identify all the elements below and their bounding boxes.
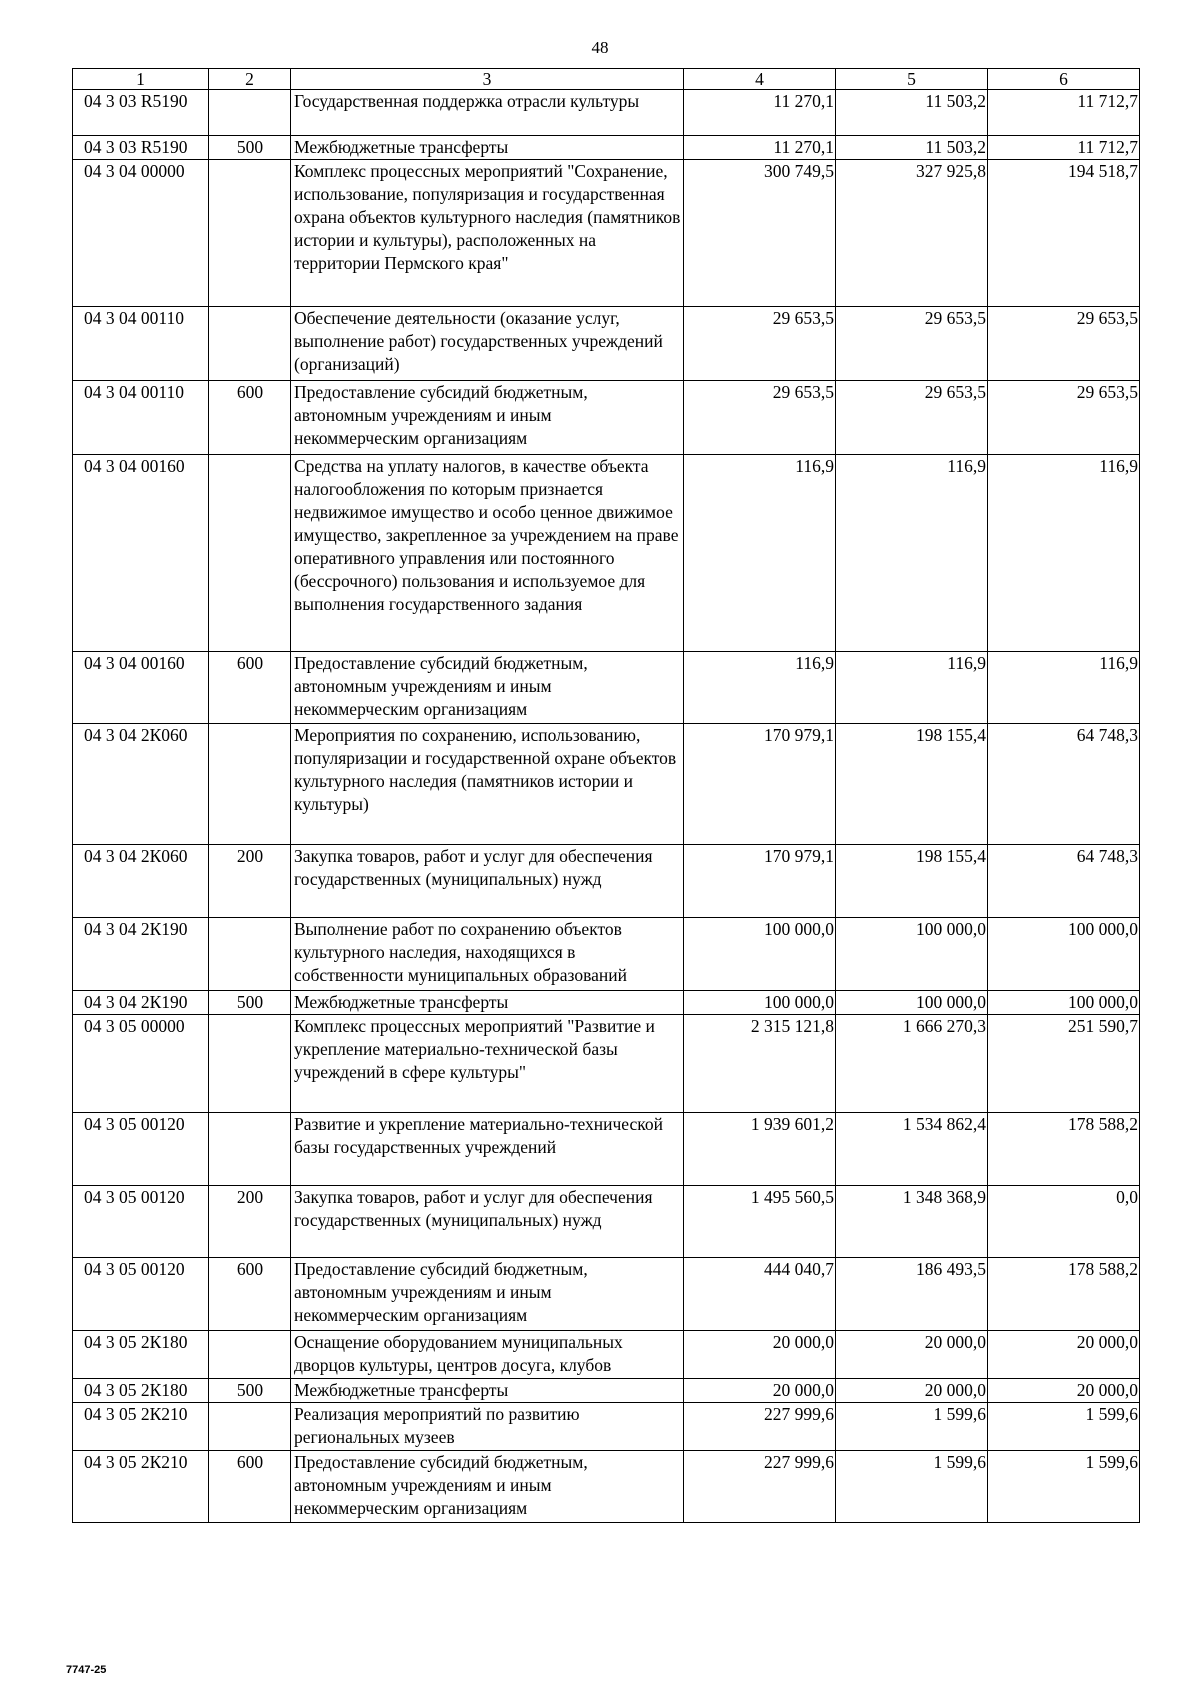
- table-row: [73, 160, 1140, 307]
- cell-code: 04 3 04 2К190: [73, 991, 209, 1015]
- table-row: [73, 845, 1140, 918]
- cell-code: 04 3 05 00120: [73, 1113, 209, 1186]
- table-row: [73, 652, 1140, 724]
- cell-value-col-5: 1 599,6: [836, 1451, 988, 1523]
- cell-code: 04 3 03 R5190: [73, 90, 209, 136]
- cell-value-col-4: 227 999,6: [684, 1403, 836, 1451]
- cell-value-col-4: 300 749,5: [684, 160, 836, 307]
- table-row: [73, 1258, 1140, 1331]
- cell-expense-type: [209, 724, 291, 845]
- cell-value-col-6: 11 712,7: [988, 136, 1140, 160]
- cell-expense-type: 500: [209, 1379, 291, 1403]
- cell-value-col-5: 11 503,2: [836, 136, 988, 160]
- cell-code: 04 3 04 00160: [73, 455, 209, 652]
- cell-value-col-5: 186 493,5: [836, 1258, 988, 1331]
- cell-expense-type: 200: [209, 1186, 291, 1258]
- cell-value-col-4: 116,9: [684, 652, 836, 724]
- cell-value-col-4: 11 270,1: [684, 136, 836, 160]
- cell-name: Предоставление субсидий бюджетным, автономным учреждениям и иным некоммерческим организациям: [291, 652, 684, 724]
- cell-value-col-4: 227 999,6: [684, 1451, 836, 1523]
- table-row: [73, 455, 1140, 652]
- cell-value-col-4: 1 939 601,2: [684, 1113, 836, 1186]
- cell-value-col-6: 178 588,2: [988, 1113, 1140, 1186]
- cell-name: Развитие и укрепление материально-технической базы государственных учреждений: [291, 1113, 684, 1186]
- page-number: 48: [591, 38, 609, 57]
- cell-expense-type: [209, 918, 291, 991]
- cell-name: Межбюджетные трансферты: [291, 136, 684, 160]
- cell-value-col-6: 194 518,7: [988, 160, 1140, 307]
- cell-expense-type: [209, 1331, 291, 1379]
- cell-name: Межбюджетные трансферты: [291, 1379, 684, 1403]
- cell-name: Предоставление субсидий бюджетным, автономным учреждениям и иным некоммерческим организациям: [291, 1258, 684, 1331]
- cell-code: 04 3 05 2К210: [73, 1403, 209, 1451]
- cell-value-col-5: 29 653,5: [836, 381, 988, 455]
- cell-code: 04 3 04 00000: [73, 160, 209, 307]
- header-col-6: 6: [988, 69, 1140, 90]
- cell-value-col-5: 1 534 862,4: [836, 1113, 988, 1186]
- cell-value-col-6: 20 000,0: [988, 1379, 1140, 1403]
- cell-expense-type: 600: [209, 381, 291, 455]
- cell-value-col-6: 100 000,0: [988, 918, 1140, 991]
- cell-value-col-6: 116,9: [988, 455, 1140, 652]
- cell-name: Мероприятия по сохранению, использованию, популяризации и государственной охране объектов культурного наследия (памятников истории и культуры): [291, 724, 684, 845]
- cell-name: Межбюджетные трансферты: [291, 991, 684, 1015]
- cell-name: Оснащение оборудованием муниципальных дворцов культуры, центров досуга, клубов: [291, 1331, 684, 1379]
- cell-expense-type: 600: [209, 1451, 291, 1523]
- header-col-4: 4: [684, 69, 836, 90]
- cell-code: 04 3 05 2К180: [73, 1331, 209, 1379]
- cell-code: 04 3 04 00160: [73, 652, 209, 724]
- table-row: [73, 1379, 1140, 1403]
- cell-expense-type: [209, 160, 291, 307]
- cell-expense-type: [209, 1113, 291, 1186]
- cell-value-col-5: 198 155,4: [836, 724, 988, 845]
- cell-value-col-4: 170 979,1: [684, 845, 836, 918]
- cell-value-col-6: 1 599,6: [988, 1403, 1140, 1451]
- cell-name: Комплекс процессных мероприятий "Развитие и укрепление материально-технической базы учреждений в сфере культуры": [291, 1015, 684, 1113]
- cell-value-col-6: 116,9: [988, 652, 1140, 724]
- cell-value-col-6: 0,0: [988, 1186, 1140, 1258]
- cell-code: 04 3 04 2К060: [73, 845, 209, 918]
- cell-value-col-4: 100 000,0: [684, 991, 836, 1015]
- cell-value-col-5: 327 925,8: [836, 160, 988, 307]
- table-row: [73, 90, 1140, 136]
- cell-value-col-4: 11 270,1: [684, 90, 836, 136]
- header-col-5: 5: [836, 69, 988, 90]
- table-body: [73, 90, 1140, 1523]
- cell-value-col-5: 20 000,0: [836, 1331, 988, 1379]
- cell-value-col-4: 20 000,0: [684, 1379, 836, 1403]
- cell-name: Предоставление субсидий бюджетным, автономным учреждениям и иным некоммерческим организациям: [291, 381, 684, 455]
- cell-value-col-4: 20 000,0: [684, 1331, 836, 1379]
- table-row: [73, 1113, 1140, 1186]
- cell-value-col-5: 1 599,6: [836, 1403, 988, 1451]
- cell-name: Выполнение работ по сохранению объектов культурного наследия, находящихся в собственности муниципальных образований: [291, 918, 684, 991]
- table-row: [73, 991, 1140, 1015]
- cell-value-col-5: 198 155,4: [836, 845, 988, 918]
- footer-code: 7747-25: [66, 1664, 107, 1676]
- cell-code: 04 3 04 00110: [73, 307, 209, 381]
- table-row: [73, 1186, 1140, 1258]
- header-col-3: 3: [291, 69, 684, 90]
- cell-expense-type: [209, 455, 291, 652]
- table-row: [73, 918, 1140, 991]
- cell-value-col-5: 100 000,0: [836, 918, 988, 991]
- cell-value-col-4: 1 495 560,5: [684, 1186, 836, 1258]
- cell-code: 04 3 04 00110: [73, 381, 209, 455]
- budget-table: [72, 68, 1140, 1523]
- header-col-2: 2: [209, 69, 291, 90]
- cell-value-col-5: 29 653,5: [836, 307, 988, 381]
- header-col-1: 1: [73, 69, 209, 90]
- cell-value-col-5: 116,9: [836, 455, 988, 652]
- cell-value-col-4: 116,9: [684, 455, 836, 652]
- cell-expense-type: [209, 1403, 291, 1451]
- table-row: [73, 381, 1140, 455]
- cell-value-col-6: 178 588,2: [988, 1258, 1140, 1331]
- cell-code: 04 3 03 R5190: [73, 136, 209, 160]
- cell-name: Закупка товаров, работ и услуг для обеспечения государственных (муниципальных) нужд: [291, 845, 684, 918]
- table-row: [73, 724, 1140, 845]
- cell-code: 04 3 05 2К210: [73, 1451, 209, 1523]
- cell-value-col-6: 251 590,7: [988, 1015, 1140, 1113]
- cell-value-col-5: 116,9: [836, 652, 988, 724]
- cell-value-col-4: 2 315 121,8: [684, 1015, 836, 1113]
- cell-name: Комплекс процессных мероприятий "Сохранение, использование, популяризация и государственная охрана объектов культурного наследия (памятников истории и культуры), расположенных на территории Пермского края": [291, 160, 684, 307]
- table-row: [73, 1015, 1140, 1113]
- cell-value-col-6: 64 748,3: [988, 845, 1140, 918]
- cell-value-col-6: 11 712,7: [988, 90, 1140, 136]
- cell-expense-type: 600: [209, 652, 291, 724]
- cell-expense-type: [209, 90, 291, 136]
- cell-expense-type: 500: [209, 136, 291, 160]
- cell-value-col-6: 1 599,6: [988, 1451, 1140, 1523]
- cell-code: 04 3 04 2К190: [73, 918, 209, 991]
- cell-expense-type: [209, 1015, 291, 1113]
- cell-code: 04 3 05 00000: [73, 1015, 209, 1113]
- cell-expense-type: [209, 307, 291, 381]
- table-row: [73, 136, 1140, 160]
- cell-name: Предоставление субсидий бюджетным, автономным учреждениям и иным некоммерческим организациям: [291, 1451, 684, 1523]
- cell-value-col-4: 29 653,5: [684, 307, 836, 381]
- cell-value-col-5: 20 000,0: [836, 1379, 988, 1403]
- cell-expense-type: 500: [209, 991, 291, 1015]
- table-row: [73, 1331, 1140, 1379]
- cell-value-col-6: 29 653,5: [988, 307, 1140, 381]
- cell-name: Обеспечение деятельности (оказание услуг, выполнение работ) государственных учреждений (организаций): [291, 307, 684, 381]
- cell-code: 04 3 05 00120: [73, 1186, 209, 1258]
- cell-value-col-6: 29 653,5: [988, 381, 1140, 455]
- cell-value-col-4: 170 979,1: [684, 724, 836, 845]
- cell-value-col-5: 1 666 270,3: [836, 1015, 988, 1113]
- cell-expense-type: 200: [209, 845, 291, 918]
- cell-value-col-4: 100 000,0: [684, 918, 836, 991]
- cell-name: Закупка товаров, работ и услуг для обеспечения государственных (муниципальных) нужд: [291, 1186, 684, 1258]
- cell-value-col-6: 20 000,0: [988, 1331, 1140, 1379]
- cell-name: Реализация мероприятий по развитию региональных музеев: [291, 1403, 684, 1451]
- cell-name: Государственная поддержка отрасли культуры: [291, 90, 684, 136]
- cell-value-col-5: 1 348 368,9: [836, 1186, 988, 1258]
- cell-value-col-5: 100 000,0: [836, 991, 988, 1015]
- table-row: [73, 1451, 1140, 1523]
- table-row: [73, 1403, 1140, 1451]
- cell-code: 04 3 05 00120: [73, 1258, 209, 1331]
- cell-expense-type: 600: [209, 1258, 291, 1331]
- cell-value-col-6: 100 000,0: [988, 991, 1140, 1015]
- cell-code: 04 3 04 2К060: [73, 724, 209, 845]
- cell-name: Средства на уплату налогов, в качестве объекта налогообложения по которым признается недвижимое имущество и особо ценное движимое имущество, закрепленное за учреждением на праве оперативного управления или постоянного (бессрочного) пользования и используемое для выполнения государственного задания: [291, 455, 684, 652]
- cell-value-col-5: 11 503,2: [836, 90, 988, 136]
- cell-value-col-6: 64 748,3: [988, 724, 1140, 845]
- cell-value-col-4: 29 653,5: [684, 381, 836, 455]
- cell-code: 04 3 05 2К180: [73, 1379, 209, 1403]
- cell-value-col-4: 444 040,7: [684, 1258, 836, 1331]
- header-row: [73, 69, 1140, 90]
- table-row: [73, 307, 1140, 381]
